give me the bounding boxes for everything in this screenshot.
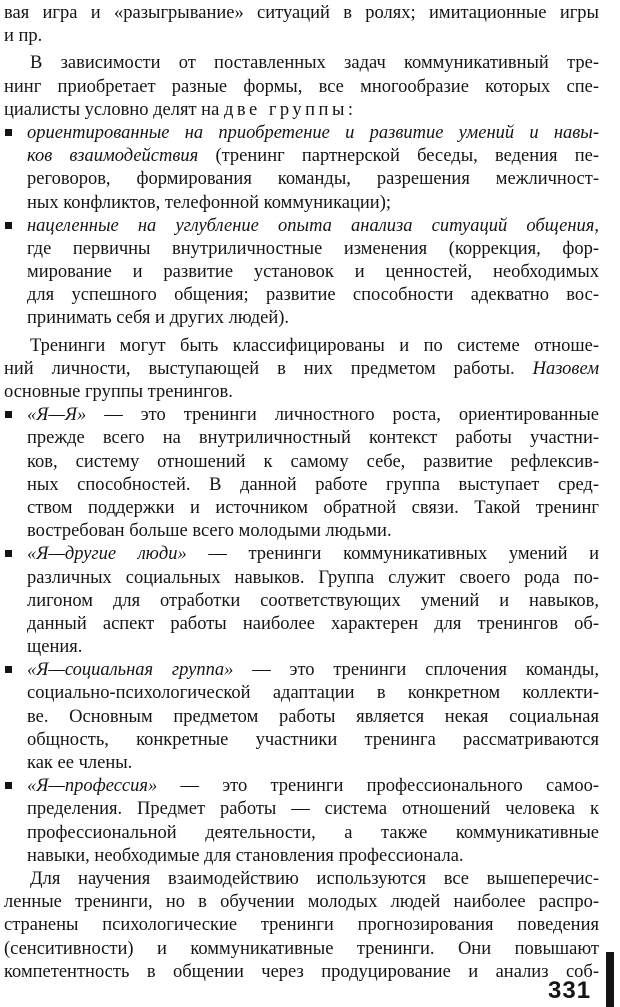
bullet-item <box>4 404 599 427</box>
bullet-icon <box>5 129 12 136</box>
text-line: ством поддержки и источником обратной связи. Такой тренинг <box>27 497 599 518</box>
bullet-item <box>4 775 599 798</box>
text-run: — это тренинги профессионального самоо- <box>157 776 599 797</box>
text-run: — тренинги коммуникативных умений и <box>186 544 599 565</box>
text-run: — это тренинги личностного роста, ориентированные <box>86 405 599 426</box>
text-line: ных способностей. В данной работе группа выступает сред- <box>27 474 599 495</box>
bullet-item <box>4 659 599 682</box>
text-line: ных конфликтов, телефонной коммуникации); <box>27 192 391 213</box>
text-run: (тренинг партнерской беседы, ведения пе- <box>198 146 599 167</box>
text-line: пределения. Предмет работы — система отношений человека к <box>27 799 599 820</box>
bullet-icon <box>5 411 12 418</box>
text-line: ве. Основным предметом работы является некая социальная <box>27 706 599 727</box>
italic-text: «Я—Я» <box>27 405 87 426</box>
text-line: для успешного общения; развитие способности адекватно вос- <box>27 285 599 306</box>
italic-text: «Я—другие люди» <box>27 544 187 565</box>
text-run: ний личности, выступающей в них предметом работы. <box>4 358 515 379</box>
bullet-icon <box>5 222 12 229</box>
bullet-item <box>4 215 599 238</box>
text-line: различных социальных навыков. Группа служит своего рода по- <box>27 567 599 588</box>
text-line: прежде всего на внутриличностный контекст работы участни- <box>27 428 599 449</box>
text-line: профессиональной деятельности, а также коммуникативные <box>27 822 599 843</box>
text-line: ленные тренинги, но в обучении молодых людей наиболее распро- <box>4 892 599 913</box>
text-line: лигоном для отработки соответствующих умений и навыков, <box>27 590 599 611</box>
italic-text: нацеленные на углубление опыта анализа ситуаций общения <box>27 215 595 236</box>
text-line: ков, систему отношений к самому себе, развитие рефлексив- <box>27 451 599 472</box>
text-line <box>4 145 599 168</box>
text-line: (сенситивности) и коммуникативные тренинги. Они повышают <box>4 938 599 959</box>
text-line: щения. <box>27 637 83 658</box>
text-line: основные группы тренингов. <box>4 382 233 402</box>
text-run: , <box>594 215 599 236</box>
italic-text: «Я—социальная группа» <box>27 660 234 681</box>
text-line <box>4 99 599 122</box>
text-line: принимать себя и других людей). <box>27 308 290 329</box>
text-run: : <box>347 99 354 120</box>
page-text <box>4 2 599 984</box>
page-edge-bar <box>606 952 614 1007</box>
italic-text: Назовем <box>532 358 599 379</box>
text-line: В зависимости от поставленных задач коммуникативный тре- <box>30 53 599 74</box>
italic-text: ориентированные на приобретение и развитие умений и навы- <box>27 122 599 143</box>
text-line: вая игра и «разыгрывание» ситуаций в ролях; имитационные игры <box>4 3 599 23</box>
text-line: нинг приобретает разные формы, все многообразие которых спе- <box>4 76 599 97</box>
text-line: и пр. <box>4 26 43 47</box>
page-number: 331 <box>548 977 592 1004</box>
text-line: как ее члены. <box>27 753 133 773</box>
spaced-text: две группы <box>223 99 348 120</box>
text-line: востребован больше всего молодыми людьми. <box>27 521 392 542</box>
text-line: где первичны внутриличностные изменения (коррекция, фор- <box>27 238 599 259</box>
text-line: социально-психологической адаптации в конкретном коллекти- <box>27 683 599 704</box>
text-line: мирование и развитие установок и ценностей, необходимых <box>27 262 599 283</box>
text-line: компетентность в общении через продуцирование и анализ соб- <box>4 961 599 982</box>
bullet-icon <box>5 550 12 557</box>
text-run: циалисты условно делят на <box>4 99 220 120</box>
italic-text: «Я—профессия» <box>27 776 158 797</box>
text-line: навыки, необходимые для становления профессионала. <box>27 845 464 866</box>
bullet-icon <box>5 782 12 789</box>
bullet-item <box>4 543 599 566</box>
text-line: общность, конкретные участники тренинга рассматриваются <box>27 729 599 750</box>
text-line: Тренинги могут быть классифицированы и по системе отноше- <box>30 335 599 356</box>
bullet-icon <box>5 666 12 673</box>
text-line: данный аспект работы наиболее характерен для тренингов об- <box>27 613 599 634</box>
text-line: Для научения взаимодействию используются все вышеперечис- <box>30 868 599 889</box>
text-line <box>4 358 599 381</box>
italic-text: ков взаимодействия <box>27 146 199 167</box>
text-line: реговоров, формирования команды, разрешения межличност- <box>27 169 599 190</box>
text-line: странены психологические тренинги прогнозирования поведения <box>4 915 599 936</box>
text-run: — это тренинги сплочения команды, <box>233 660 599 681</box>
bullet-item <box>4 122 599 145</box>
